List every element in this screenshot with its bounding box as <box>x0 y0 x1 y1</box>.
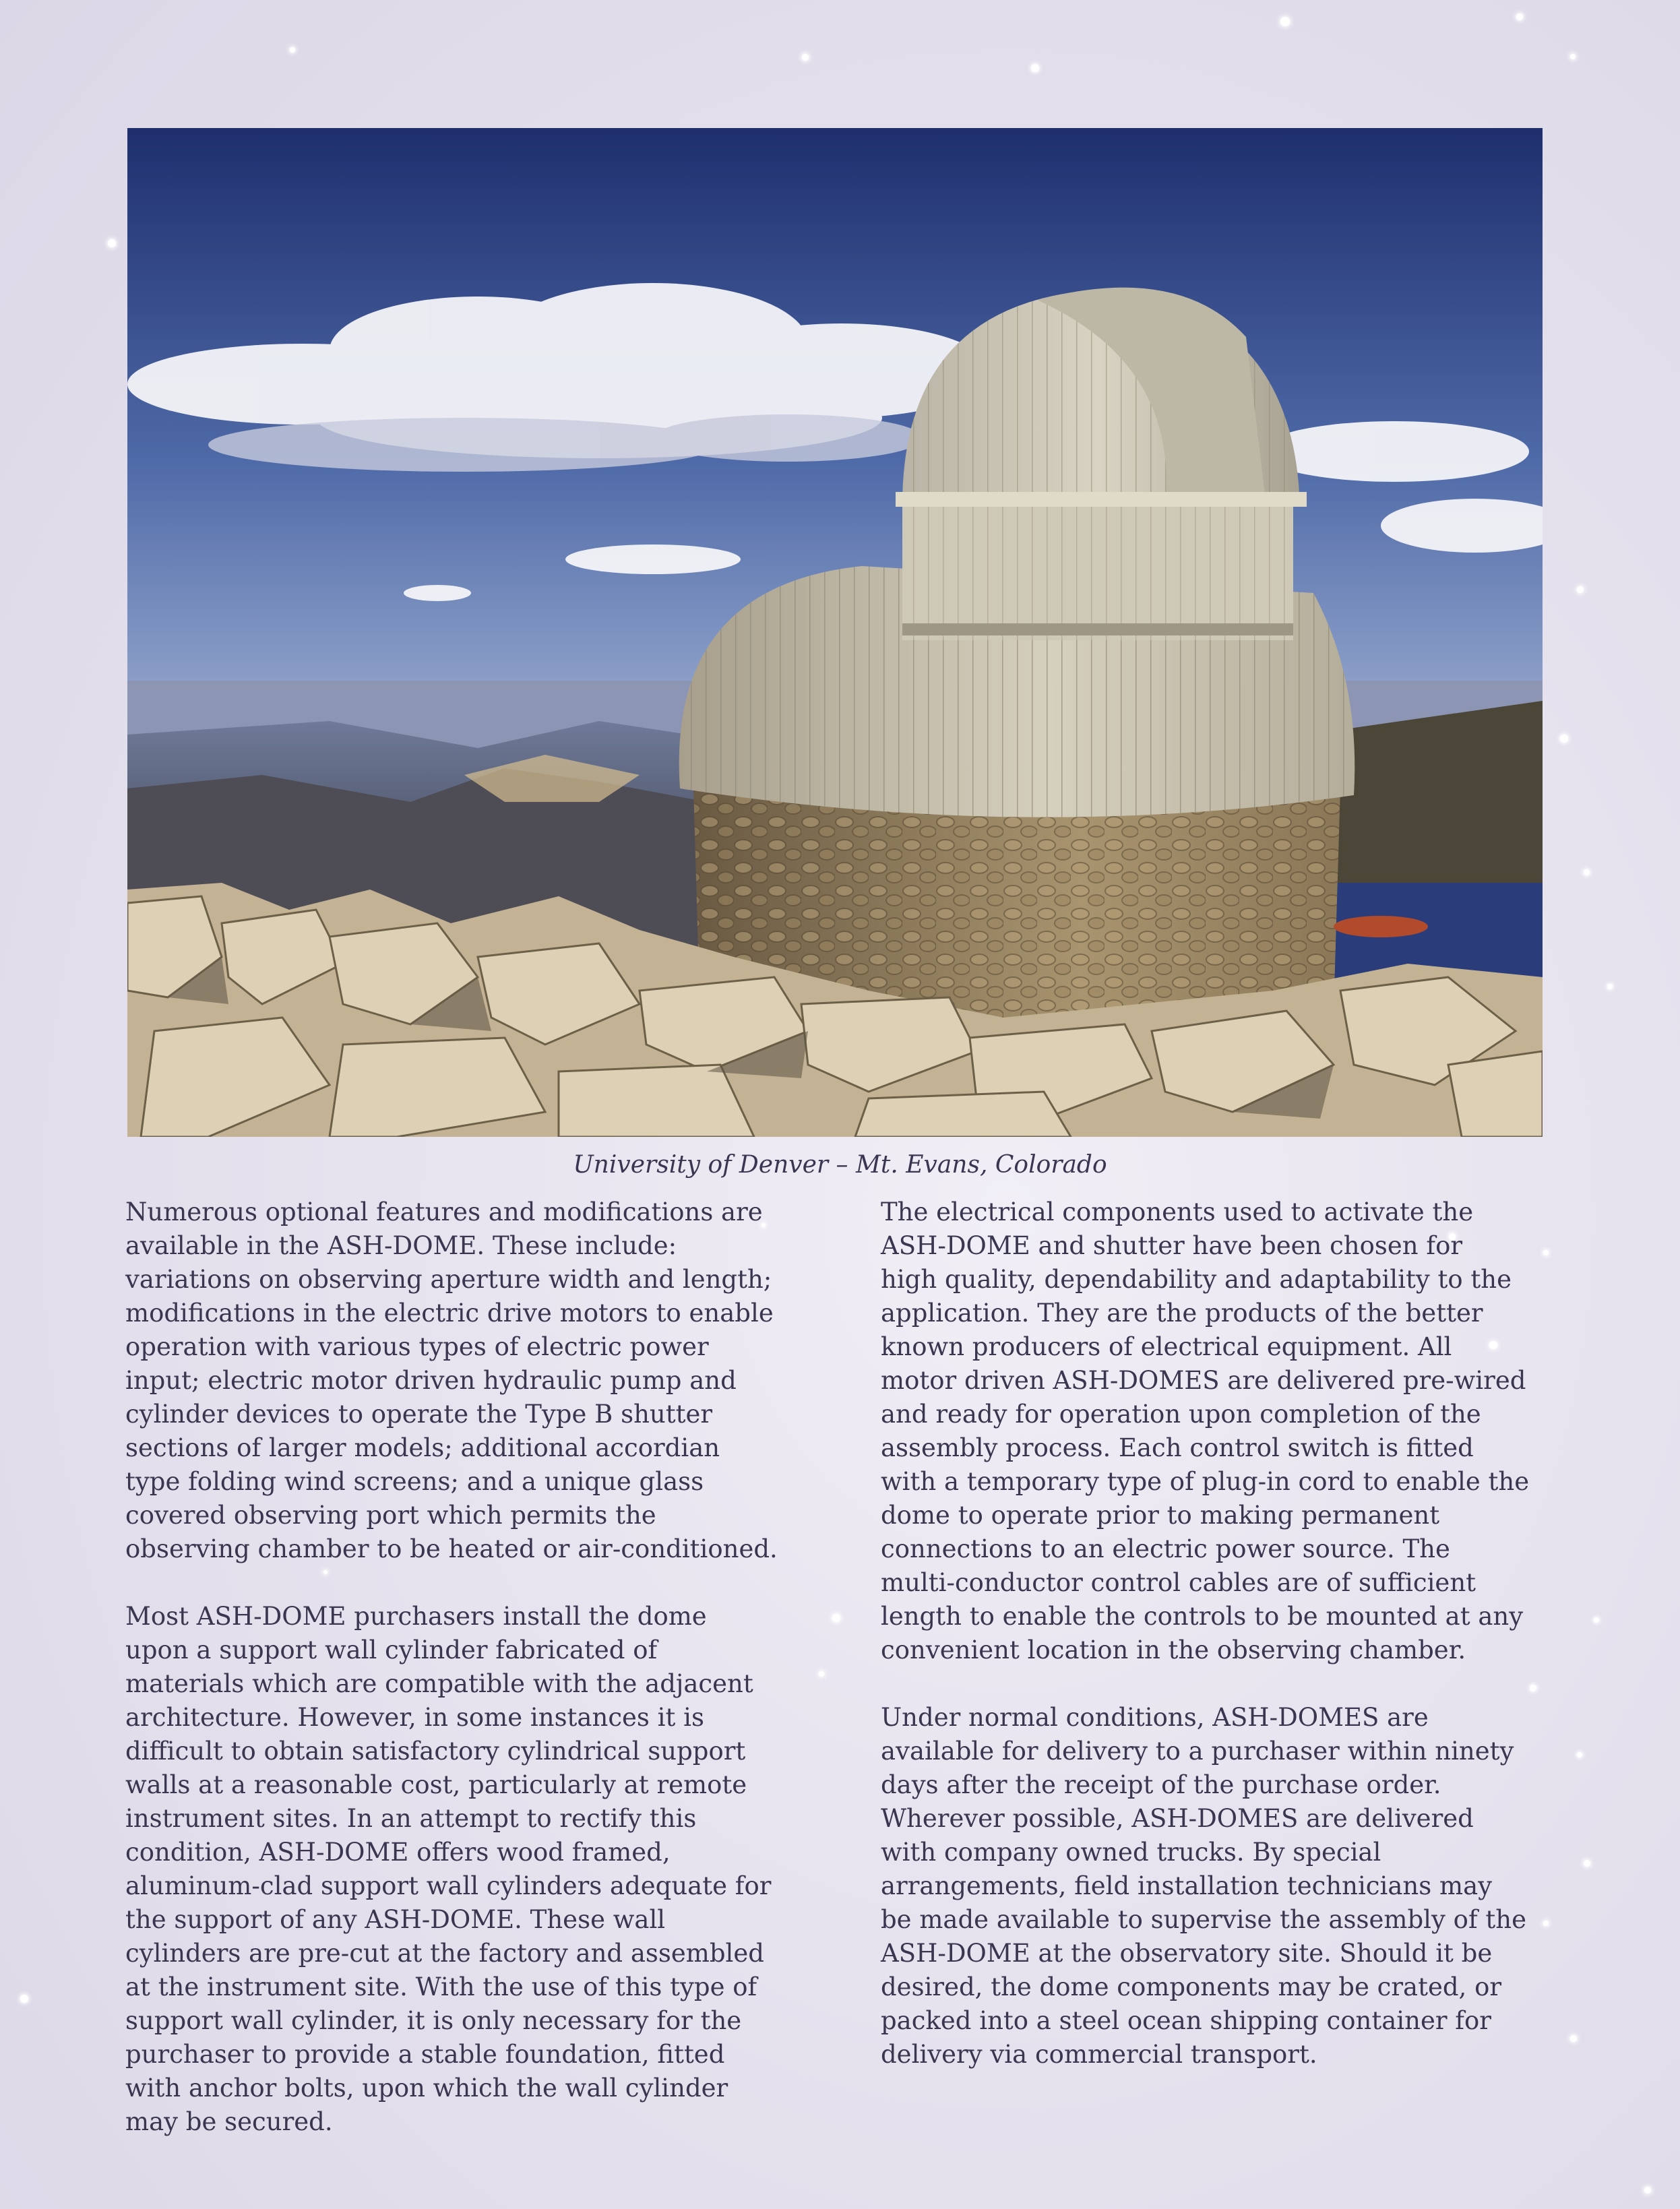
left-text-column <box>125 1195 806 2173</box>
sparkle-dot <box>1280 17 1290 26</box>
sparkle-dot <box>832 1614 840 1622</box>
sparkle-dot <box>1516 13 1523 20</box>
sparkle-dot <box>20 1995 28 2003</box>
sparkle-dot <box>1577 1752 1582 1757</box>
photo-caption: University of Denver – Mt. Evans, Colorado <box>573 1151 1107 1179</box>
sparkle-dot <box>1570 54 1576 59</box>
paragraph-optional-features: Numerous optional features and modifications are available in the ASH-DOME. These include: variations on observing aperture width and length; modifications in the electric drive motors to enable operation with various types of electric power input; electric motor driven hydraulic pump and cylinder devices to operate the Type B shutter sections of larger models; additional accordian type folding wind screens; and a unique glass covered observing port which permits the observing chamber to be heated or air-conditioned. <box>125 1197 778 1563</box>
sparkle-dot <box>1584 869 1590 875</box>
sparkle-dot <box>1031 64 1039 72</box>
sparkle-dot <box>290 47 295 53</box>
sparkle-dot <box>819 1671 824 1677</box>
sparkle-dot <box>1607 984 1613 989</box>
paragraph-delivery: Under normal conditions, ASH-DOMES are available for delivery to a purchaser within ninety days after the receipt of the purchase order. Wherever possible, ASH-DOMES are delivered with company owned trucks. By special arrangements, field installation technicians may be made available to supervise the assembly of the ASH-DOME at the observatory site. Should it be desired, the dome components may be crated, or packed into a steel ocean shipping container for delivery via commercial transport. <box>881 1703 1527 2069</box>
sparkle-dot <box>1560 735 1568 743</box>
sparkle-dot <box>802 54 809 61</box>
sparkle-dot <box>108 239 116 247</box>
observatory-photo <box>127 128 1543 1137</box>
sparkle-dot <box>1570 2035 1577 2042</box>
sparkle-dot <box>1644 2187 1651 2194</box>
right-text-column <box>881 1195 1561 2105</box>
sparkle-dot <box>1594 1617 1599 1623</box>
paragraph-electrical-components: The electrical components used to activate the ASH-DOME and shutter have been chosen for high quality, dependability and adaptability to the application. They are the products of the better known producers of electrical equipment. All motor driven ASH-DOMES are delivered pre-wired and ready for operation upon completion of the assembly process. Each control switch is fitted with a temporary type of plug-in cord to enable the dome to operate prior to making permanent connections to an electric power source. The multi-conductor control cables are of sufficient length to enable the controls to be mounted at any convenient location in the observing chamber. <box>881 1197 1530 1664</box>
paragraph-support-wall: Most ASH-DOME purchasers install the dome upon a support wall cylinder fabricated of materials which are compatible with the adjacent architecture. However, in some instances it is difficult to obtain satisfactory cylindrical support walls at a reasonable cost, particularly at remote instrument sites. In an attempt to rectify this condition, ASH-DOME offers wood framed, aluminum-clad support wall cylinders adequate for the support of any ASH-DOME. These wall cylinders are pre-cut at the factory and assembled at the instrument site. With the use of this type of support wall cylinder, it is only necessary for the purchaser to provide a stable foundation, fitted with anchor bolts, upon which the wall cylinder may be secured. <box>125 1602 772 2136</box>
sparkle-dot <box>1584 1860 1590 1867</box>
sparkle-dot <box>1577 586 1584 593</box>
observatory-dome-photo-icon <box>127 128 1543 1137</box>
